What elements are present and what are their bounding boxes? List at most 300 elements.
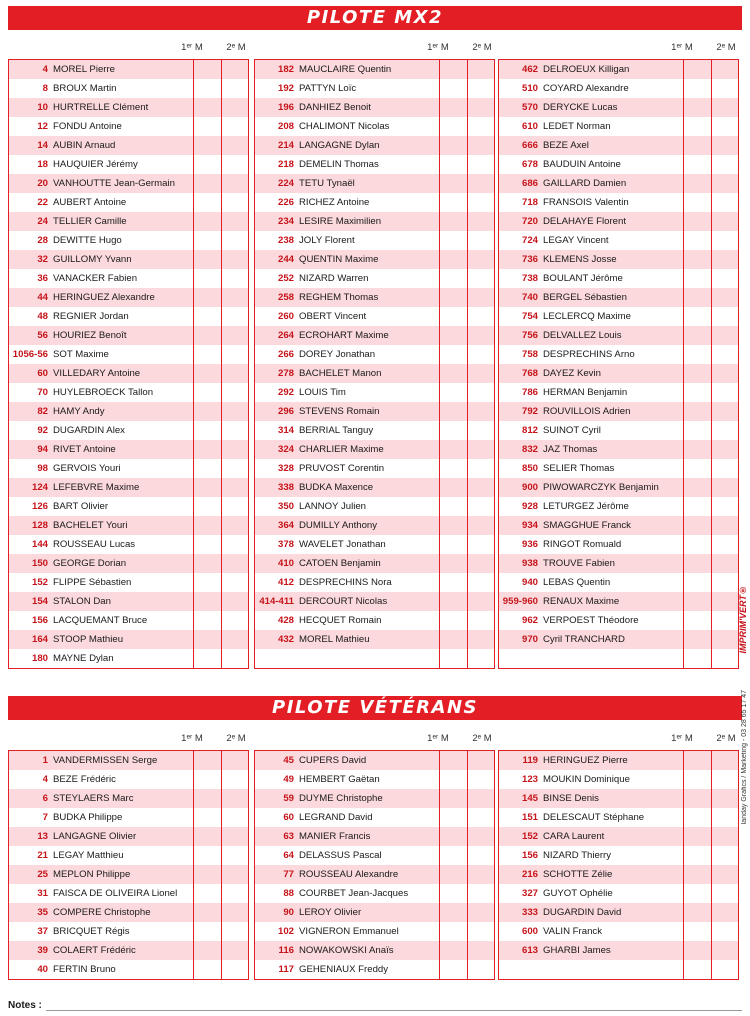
rider-number: 152 [31,577,48,588]
heat2-divider [221,751,222,979]
rider-row [255,383,494,402]
rider-name: PIWOWARCZYK Benjamin [543,482,659,493]
rider-name: LEFEBVRE Maxime [53,482,140,493]
rider-name: RENAUX Maxime [543,596,620,607]
header-second-heat: 2ᵉ M [716,733,736,744]
veterans-banner: PILOTE VÉTÉRANS [8,696,742,720]
rider-name: COYARD Alexandre [543,83,629,94]
heat1-divider [683,751,684,979]
rider-number: 128 [31,520,48,531]
rider-number: 610 [521,121,538,132]
rider-row [9,789,248,808]
header-second-heat: 2ᵉ M [472,42,492,53]
rider-name: JAZ Thomas [543,444,598,455]
rider-name: Cyril TRANCHARD [543,634,625,645]
rider-row [9,79,248,98]
rider-number: 63 [283,831,294,842]
rider-name: SCHOTTE Zélie [543,869,613,880]
rider-number: 40 [37,964,48,975]
rider-number: 432 [277,634,294,645]
rider-name: LANGAGNE Olivier [53,831,137,842]
heat2-divider [467,60,468,668]
rider-number: 962 [521,615,538,626]
rider-name: DUMILLY Anthony [299,520,378,531]
rider-number: 22 [37,197,48,208]
rider-number: 18 [37,159,48,170]
rider-number: 90 [283,907,294,918]
rider-row [499,903,738,922]
rider-number: 1056-56 [12,349,48,360]
rider-number: 959-960 [502,596,538,607]
rider-name: SUINOT Cyril [543,425,601,436]
header-first-heat: 1ᵉʳ M [671,42,693,53]
rider-row [255,516,494,535]
rider-name: VANHOUTTE Jean-Germain [53,178,175,189]
rider-row [499,554,738,573]
rider-row [9,770,248,789]
rider-name: GAILLARD Damien [543,178,627,189]
rider-name: LETURGEZ Jérôme [543,501,629,512]
rider-number: 60 [37,368,48,379]
rider-row [9,212,248,231]
rider-number: 258 [277,292,294,303]
rider-row [255,231,494,250]
rider-name: VALIN Franck [543,926,603,937]
rider-number: 292 [277,387,294,398]
notes-line[interactable] [46,1010,742,1011]
rider-name: HERINGUEZ Pierre [543,755,628,766]
rider-name: REGHEM Thomas [299,292,379,303]
rider-row [499,60,738,79]
rider-name: RIVET Antoine [53,444,116,455]
rider-row [499,592,738,611]
rider-number: 570 [521,102,538,113]
rider-row [499,516,738,535]
rider-number: 934 [521,520,538,531]
rider-name: HAMY Andy [53,406,105,417]
rider-row [255,808,494,827]
rider-name: SELIER Thomas [543,463,615,474]
rider-name: FRANSOIS Valentin [543,197,629,208]
rider-number: 333 [521,907,538,918]
rider-name: TELLIER Camille [53,216,127,227]
rider-name: STEYLAERS Marc [53,793,134,804]
rider-row [255,364,494,383]
rider-name: ROUVILLOIS Adrien [543,406,631,417]
rider-row [9,459,248,478]
notes-area [8,1000,742,1011]
rider-row [499,250,738,269]
rider-number: 4 [42,64,48,75]
rider-number: 214 [277,140,294,151]
rider-name: BART Olivier [53,501,109,512]
rider-name: LACQUEMANT Bruce [53,615,148,626]
rider-row [255,497,494,516]
rider-number: 44 [37,292,48,303]
rider-row [9,193,248,212]
rider-number: 24 [37,216,48,227]
rider-name: DERYCKE Lucas [543,102,618,113]
rider-row [255,827,494,846]
rider-row [9,155,248,174]
rider-number: 350 [277,501,294,512]
rider-number: 8 [42,83,48,94]
rider-number: 786 [521,387,538,398]
rider-row [499,497,738,516]
rider-row [9,630,248,649]
rider-name: CHALIMONT Nicolas [299,121,390,132]
rider-name: PRUVOST Corentin [299,463,385,474]
rider-row [499,770,738,789]
rider-number: 266 [277,349,294,360]
rider-number: 327 [521,888,538,899]
rider-number: 151 [521,812,538,823]
rider-row [9,364,248,383]
rider-name: HUYLEBROECK Tallon [53,387,154,398]
rider-row [499,288,738,307]
rider-name: QUENTIN Maxime [299,254,379,265]
heat2-divider [467,751,468,979]
heat1-divider [193,751,194,979]
rider-number: 296 [277,406,294,417]
rider-number: 428 [277,615,294,626]
heat1-divider [193,60,194,668]
heat1-divider [439,751,440,979]
rider-number: 25 [37,869,48,880]
rider-name: STEVENS Romain [299,406,380,417]
rider-row [9,288,248,307]
rider-number: 900 [521,482,538,493]
rider-number: 126 [31,501,48,512]
heat2-divider [711,60,712,668]
rider-row [499,922,738,941]
rider-number: 94 [37,444,48,455]
rider-number: 164 [31,634,48,645]
rider-number: 736 [521,254,538,265]
rider-number: 36 [37,273,48,284]
rider-name: ROUSSEAU Alexandre [299,869,399,880]
rider-row [255,478,494,497]
rider-row [9,865,248,884]
rider-row [9,554,248,573]
rider-row [255,269,494,288]
rider-name: BEZE Axel [543,140,589,151]
rider-number: 1 [42,755,48,766]
rider-row [9,846,248,865]
rider-name: CARA Laurent [543,831,605,842]
rider-row [255,440,494,459]
header-first-heat: 1ᵉʳ M [427,42,449,53]
rider-row [499,941,738,960]
heat1-divider [683,60,684,668]
rider-name: SMAGGHUE Franck [543,520,631,531]
rider-row [499,231,738,250]
heat2-divider [221,60,222,668]
column-table [254,750,495,980]
rider-number: 196 [277,102,294,113]
rider-name: LEGAY Vincent [543,235,609,246]
rider-number: 82 [37,406,48,417]
rider-row [9,497,248,516]
rider-row [499,326,738,345]
rider-list [499,751,738,960]
rider-row [499,846,738,865]
rider-number: 462 [521,64,538,75]
rider-name: WAVELET Jonathan [299,539,386,550]
column-header [8,731,249,750]
header-first-heat: 1ᵉʳ M [181,42,203,53]
rider-name: BUDKA Philippe [53,812,123,823]
rider-list [255,751,494,979]
rider-number: 970 [521,634,538,645]
rider-number: 832 [521,444,538,455]
rider-name: STALON Dan [53,596,111,607]
rider-number: 754 [521,311,538,322]
rider-name: HEMBERT Gaëtan [299,774,380,785]
rider-row [499,459,738,478]
header-second-heat: 2ᵉ M [226,733,246,744]
rider-name: COLAERT Frédéric [53,945,136,956]
rider-row [255,421,494,440]
rider-number: 792 [521,406,538,417]
rider-name: AUBERT Antoine [53,197,127,208]
rider-row [255,770,494,789]
rider-row [499,212,738,231]
rider-name: TROUVE Fabien [543,558,615,569]
rider-row [255,459,494,478]
rider-number: 264 [277,330,294,341]
rider-number: 39 [37,945,48,956]
rider-name: PATTYN Loïc [299,83,357,94]
rider-row [9,402,248,421]
rider-name: BERRIAL Tanguy [299,425,374,436]
rider-number: 364 [277,520,294,531]
rider-row [499,884,738,903]
rider-row [9,307,248,326]
rider-row [255,884,494,903]
rider-name: BOULANT Jérôme [543,273,623,284]
rider-number: 117 [278,964,294,975]
column-header [254,731,495,750]
rider-name: GUYOT Ophélie [543,888,613,899]
rider-number: 98 [37,463,48,474]
rider-row [255,193,494,212]
rider-row [9,649,248,668]
rider-number: 49 [283,774,294,785]
rider-name: VANACKER Fabien [53,273,138,284]
rider-row [499,827,738,846]
rider-row [499,136,738,155]
rider-name: REGNIER Jordan [53,311,129,322]
rider-name: LEDET Norman [543,121,611,132]
rider-name: DOREY Jonathan [299,349,376,360]
rider-name: LEBAS Quentin [543,577,611,588]
rider-number: 6 [42,793,48,804]
rider-name: DANHIEZ Benoit [299,102,371,113]
rider-row [9,903,248,922]
column-table [498,750,739,980]
rider-number: 278 [277,368,294,379]
rider-number: 510 [521,83,538,94]
rider-row [499,611,738,630]
mx2-column [8,40,249,670]
rider-name: GHARBI James [543,945,611,956]
rider-number: 45 [283,755,294,766]
rider-number: 758 [521,349,538,360]
rider-number: 64 [283,850,294,861]
printer-credit: landay Grafics / Marketing - 03 28 65 17 47 [741,690,748,825]
rider-number: 37 [37,926,48,937]
rider-name: DEWITTE Hugo [53,235,122,246]
rider-row [255,573,494,592]
mx2-column [498,40,739,670]
rider-row [255,751,494,770]
rider-row [499,789,738,808]
rider-name: BERGEL Sébastien [543,292,627,303]
rider-row [9,478,248,497]
rider-name: MEPLON Philippe [53,869,131,880]
rider-name: LANNOY Julien [299,501,367,512]
rider-name: VANDERMISSEN Serge [53,755,158,766]
rider-name: MAUCLAIRE Quentin [299,64,392,75]
rider-number: 686 [521,178,538,189]
rider-row [9,421,248,440]
rider-number: 338 [277,482,294,493]
rider-row [9,611,248,630]
rider-number: 154 [31,596,48,607]
rider-name: GUILLOMY Yvann [53,254,132,265]
rider-row [255,789,494,808]
rider-row [255,60,494,79]
rider-row [499,630,738,649]
rider-number: 720 [521,216,538,227]
rider-row [9,827,248,846]
column-header [498,731,739,750]
rider-number: 738 [521,273,538,284]
rider-name: LECLERCQ Maxime [543,311,631,322]
veterans-column [254,731,495,983]
rider-name: STOOP Mathieu [53,634,124,645]
rider-name: DELESCAUT Stéphane [543,812,645,823]
rider-name: FONDU Antoine [53,121,122,132]
rider-number: 238 [277,235,294,246]
rider-row [255,535,494,554]
rider-number: 314 [277,425,294,436]
rider-row [255,136,494,155]
rider-number: 156 [521,850,538,861]
rider-name: GEHENIAUX Freddy [299,964,389,975]
rider-number: 666 [521,140,538,151]
rider-number: 92 [37,425,48,436]
rider-number: 324 [277,444,294,455]
rider-name: AUBIN Arnaud [53,140,116,151]
rider-row [9,573,248,592]
rider-row [499,269,738,288]
rider-number: 35 [37,907,48,918]
column-table [8,59,249,669]
rider-name: NOWAKOWSKI Anaïs [299,945,394,956]
notes-label: Notes : [8,1000,42,1011]
rider-row [499,402,738,421]
rider-number: 144 [31,539,48,550]
rider-row [499,808,738,827]
rider-number: 328 [277,463,294,474]
rider-number: 7 [42,812,48,823]
rider-name: BUDKA Maxence [299,482,374,493]
rider-row [499,440,738,459]
rider-name: HURTRELLE Clément [53,102,149,113]
mx2-column [254,40,495,670]
rider-name: CUPERS David [299,755,367,766]
rider-row [255,402,494,421]
rider-row [255,79,494,98]
rider-name: SOT Maxime [53,349,109,360]
rider-name: BINSE Denis [543,793,599,804]
rider-name: DAYEZ Kevin [543,368,601,379]
rider-number: 414-411 [259,596,294,607]
column-header [8,40,249,59]
rider-name: DELASSUS Pascal [299,850,382,861]
rider-number: 928 [521,501,538,512]
rider-row [255,592,494,611]
heat1-divider [439,60,440,668]
rider-name: CHARLIER Maxime [299,444,384,455]
rider-name: VILLEDARY Antoine [53,368,141,379]
rider-name: HECQUET Romain [299,615,382,626]
rider-name: LEROY Olivier [299,907,362,918]
rider-list [9,751,248,979]
rider-row [255,98,494,117]
rider-name: LEGRAND David [299,812,373,823]
rider-name: LEGAY Matthieu [53,850,124,861]
rider-name: DESPRECHINS Nora [299,577,392,588]
column-header [254,40,495,59]
rider-name: HERMAN Benjamin [543,387,628,398]
rider-number: 252 [277,273,294,284]
rider-number: 102 [277,926,294,937]
veterans-section [8,731,742,983]
column-table [254,59,495,669]
rider-number: 192 [277,83,294,94]
rider-number: 226 [277,197,294,208]
rider-name: DUGARDIN David [543,907,622,918]
rider-name: DELVALLEZ Louis [543,330,622,341]
rider-row [9,592,248,611]
rider-number: 12 [37,121,48,132]
veterans-column [8,731,249,983]
rider-name: HAUQUIER Jérémy [53,159,138,170]
rider-name: RINGOT Romuald [543,539,622,550]
rider-number: 156 [31,615,48,626]
rider-number: 600 [521,926,538,937]
rider-number: 13 [37,831,48,842]
rider-number: 124 [31,482,48,493]
rider-list [9,60,248,668]
rider-name: DELROEUX Killigan [543,64,630,75]
rider-name: MOUKIN Dominique [543,774,630,785]
column-table [8,750,249,980]
rider-row [9,535,248,554]
heat2-divider [711,751,712,979]
rider-name: KLEMENS Josse [543,254,617,265]
rider-row [255,903,494,922]
rider-row [499,865,738,884]
rider-row [255,288,494,307]
rider-number: 152 [521,831,538,842]
mx2-section [8,40,742,670]
rider-number: 216 [521,869,538,880]
rider-name: FLIPPE Sébastien [53,577,132,588]
